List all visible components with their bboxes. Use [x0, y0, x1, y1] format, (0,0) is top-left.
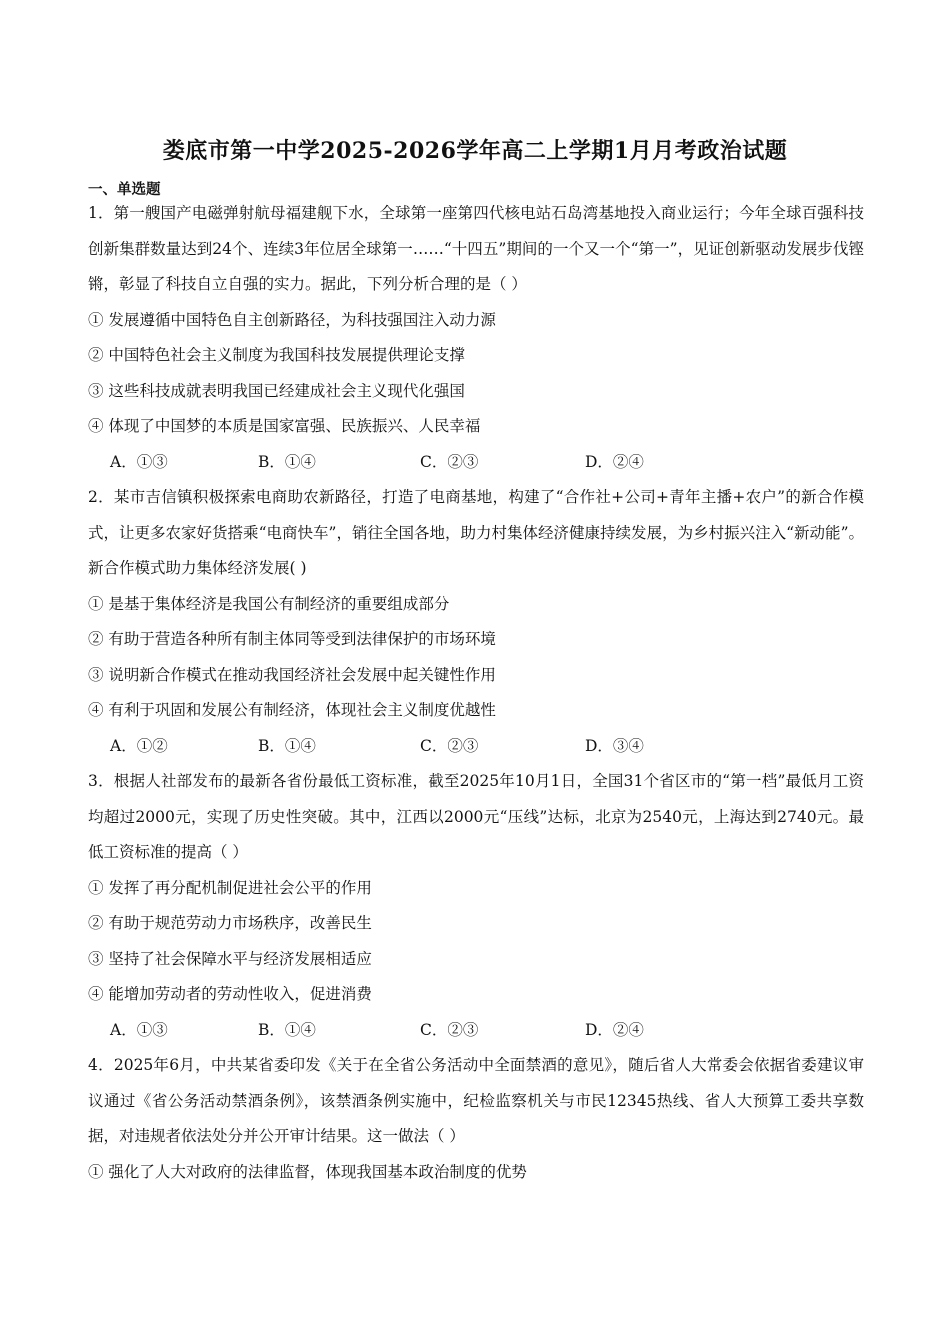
option-c[interactable]: C．②③: [420, 1020, 479, 1039]
section-heading: 一、单选题: [88, 181, 161, 198]
option-c[interactable]: C．②③: [420, 452, 479, 471]
option-b[interactable]: B．①④: [258, 452, 316, 471]
statement-item: ④ 有利于巩固和发展公有制经济，体现社会主义制度优越性: [88, 701, 496, 719]
page-title: 娄底市第一中学2025-2026学年高二上学期1月月考政治试题: [162, 138, 788, 164]
option-d[interactable]: D．②④: [585, 1020, 644, 1039]
option-a[interactable]: A．①②: [110, 736, 168, 755]
question-4: [88, 1048, 864, 1190]
option-b[interactable]: B．①④: [258, 736, 316, 755]
statement-item: ① 强化了人大对政府的法律监督，体现我国基本政治制度的优势: [88, 1162, 527, 1181]
answer-options: [88, 1013, 864, 1049]
question-stem: 3．根据人社部发布的最新各省份最低工资标准，截至2025年10月1日，全国31个省区市的“第一档”最低月工资均超过2000元，实现了历史性突破。其中，江西以2000元“压线”达标，北京为2540元，上海达到2740元。最低工资标准的提高（ ）: [88, 772, 864, 861]
statement-item: ③ 这些科技成就表明我国已经建成社会主义现代化强国: [88, 381, 465, 400]
statement-item: ② 中国特色社会主义制度为我国科技发展提供理论支撑: [88, 346, 465, 364]
question-2: [88, 480, 864, 764]
option-d[interactable]: D．②④: [585, 452, 644, 471]
statement-item: ① 发展遵循中国特色自主创新路径，为科技强国注入动力源: [88, 310, 496, 329]
question-stem: 2．某市吉信镇积极探索电商助农新路径，打造了电商基地，构建了“合作社+公司+青年主播+农户”的新合作模式，让更多农家好货搭乘“电商快车”，销往全国各地，助力村集体经济健康持续发展，为乡村振兴注入“新动能”。新合作模式助力集体经济发展( ): [88, 488, 864, 577]
question-stem: 1．第一艘国产电磁弹射航母福建舰下水，全球第一座第四代核电站石岛湾基地投入商业运行；今年全球百强科技创新集群数量达到24个、连续3年位居全球第一……“十四五”期间的一个又一个“第一”，见证创新驱动发展步伐铿锵，彰显了科技自立自强的实力。据此，下列分析合理的是（ ）: [88, 204, 864, 293]
option-a[interactable]: A．①③: [110, 452, 168, 471]
statement-item: ④ 能增加劳动者的劳动性收入，促进消费: [88, 985, 372, 1003]
question-list: [88, 196, 864, 1190]
option-a[interactable]: A．①③: [110, 1020, 168, 1039]
statement-item: ② 有助于规范劳动力市场秩序，改善民生: [88, 914, 372, 932]
statement-item: ② 有助于营造各种所有制主体同等受到法律保护的市场环境: [88, 630, 496, 648]
option-d[interactable]: D．③④: [585, 736, 644, 755]
statement-item: ① 是基于集体经济是我国公有制经济的重要组成部分: [88, 594, 450, 613]
question-stem: 4．2025年6月，中共某省委印发《关于在全省公务活动中全面禁酒的意见》，随后省人大常委会依据省委建议审议通过《省公务活动禁酒条例》，该禁酒条例实施中，纪检监察机关与市民12345热线、省人大预算工委共享数据，对违规者依法处分并公开审计结果。这一做法（ ）: [88, 1056, 864, 1145]
option-b[interactable]: B．①④: [258, 1020, 316, 1039]
statement-item: ① 发挥了再分配机制促进社会公平的作用: [88, 878, 372, 897]
statement-item: ③ 坚持了社会保障水平与经济发展相适应: [88, 949, 372, 968]
answer-options: [88, 729, 864, 765]
option-c[interactable]: C．②③: [420, 736, 479, 755]
statement-item: ④ 体现了中国梦的本质是国家富强、民族振兴、人民幸福: [88, 417, 481, 435]
answer-options: [88, 445, 864, 481]
question-3: [88, 764, 864, 1048]
question-1: [88, 196, 864, 480]
statement-item: ③ 说明新合作模式在推动我国经济社会发展中起关键性作用: [88, 665, 496, 684]
